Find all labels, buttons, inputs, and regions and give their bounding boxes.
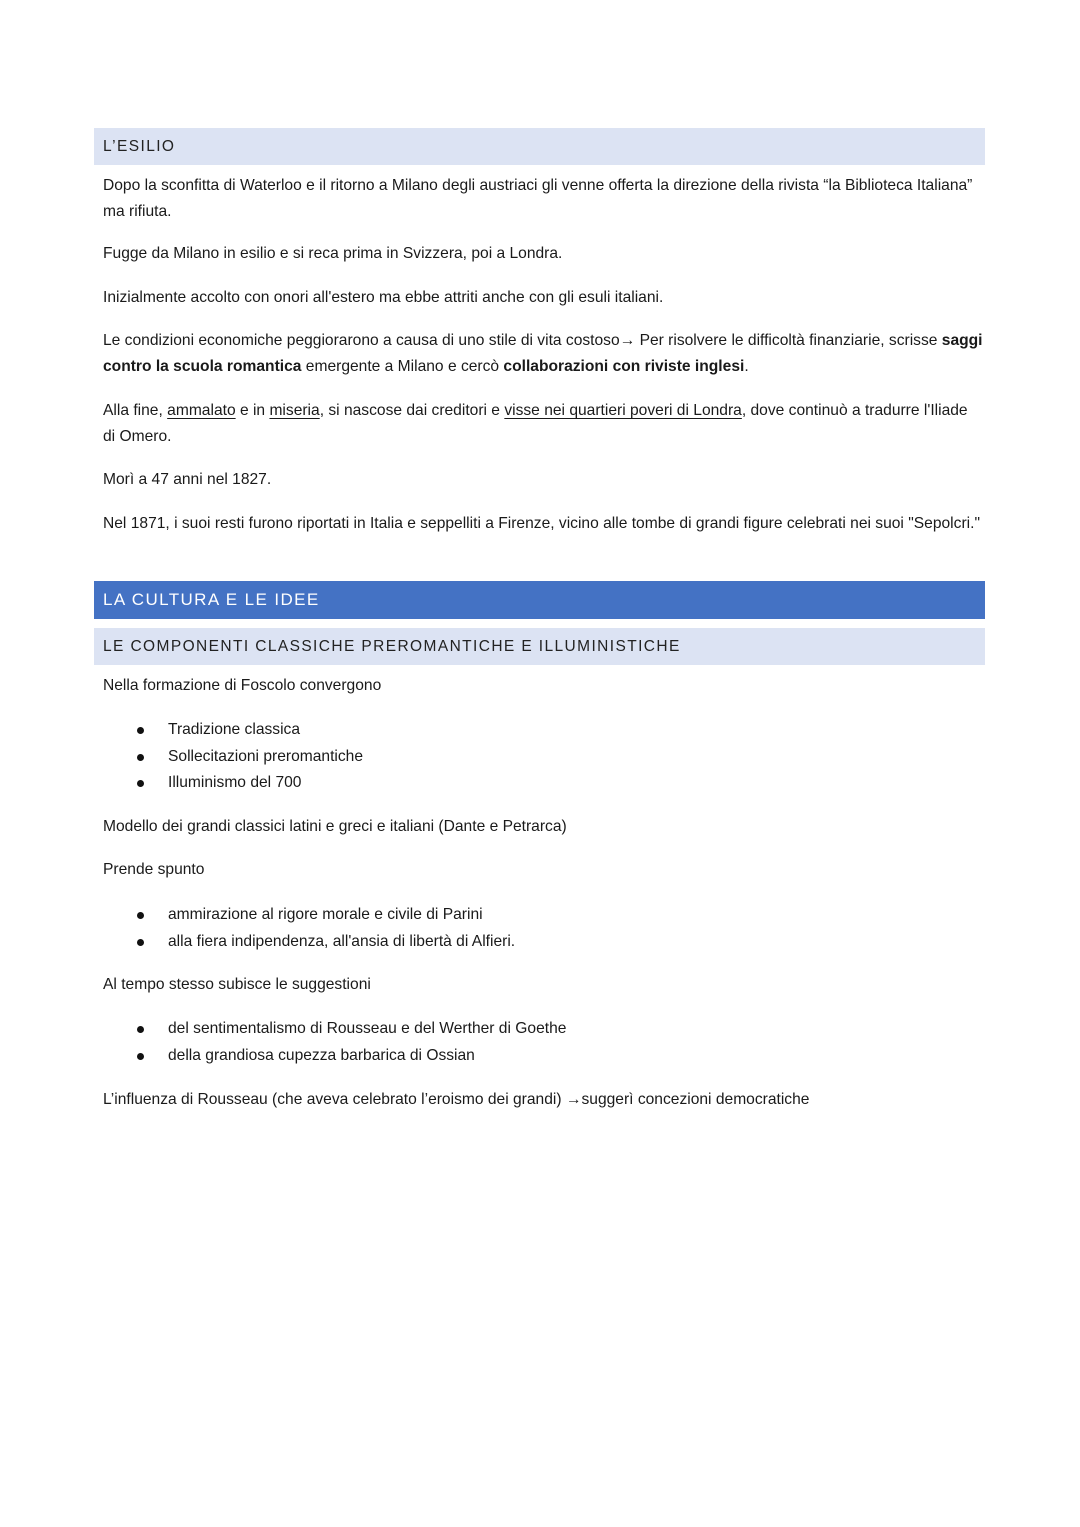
- paragraph-1871: Nel 1871, i suoi resti furono riportati in Italia e seppelliti a Firenze, vicino alle tombe di grandi figure celebrati nei suoi "Sepolcri.": [103, 515, 980, 532]
- paragraph-suggestioni: Al tempo stesso subisce le suggestioni: [103, 976, 371, 993]
- list-item: Tradizione classica: [103, 717, 363, 744]
- list-suggestioni: [103, 1016, 566, 1069]
- list-spunto: [103, 902, 515, 955]
- paragraph-condizioni: [103, 328, 983, 379]
- section-heading-componenti: LE COMPONENTI CLASSICHE PREROMANTICHE E ILLUMINISTICHE: [94, 628, 985, 665]
- underlined-londra: visse nei quartieri poveri di Londra: [504, 402, 742, 419]
- list-components: [103, 717, 363, 797]
- paragraph-modello: Modello dei grandi classici latini e greci e italiani (Dante e Petrarca): [103, 818, 567, 835]
- text-segment: , si nascose dai creditori e: [319, 402, 505, 419]
- text-segment: .: [744, 357, 749, 375]
- text-segment: Le condizioni economiche peggiorarono a causa di uno stile di vita costoso: [103, 332, 620, 349]
- list-item: Sollecitazioni preromantiche: [103, 744, 363, 771]
- list-item: del sentimentalismo di Rousseau e del Werther di Goethe: [103, 1016, 566, 1043]
- paragraph-fugge: Fugge da Milano in esilio e si reca prima in Svizzera, poi a Londra.: [103, 245, 563, 262]
- section-heading-cultura: LA CULTURA E LE IDEE: [94, 581, 985, 619]
- text-segment: Alla fine,: [103, 402, 168, 419]
- paragraph-influenza: [103, 1087, 983, 1113]
- paragraph-waterloo: Dopo la sconfitta di Waterloo e il ritorno a Milano degli austriaci gli venne offerta la direzione della rivista “la Biblioteca Italiana” ma rifiuta.: [103, 177, 973, 220]
- section-heading-esilio: L’ESILIO: [94, 128, 985, 165]
- list-item: alla fiera indipendenza, all'ansia di libertà di Alfieri.: [103, 929, 515, 956]
- text-segment: , dove continuò a tradurre l'Iliade di Omero.: [103, 402, 968, 445]
- list-item: Illuminismo del 700: [103, 770, 363, 797]
- bold-collaborazioni: collaborazioni con riviste inglesi: [503, 357, 745, 375]
- paragraph-spunto: Prende spunto: [103, 861, 205, 878]
- arrow-icon: →: [565, 1091, 582, 1108]
- text-segment: L’influenza di Rousseau (che aveva celebrato l’eroismo dei grandi): [103, 1091, 566, 1108]
- text-segment: suggerì concezioni democratiche: [581, 1091, 810, 1108]
- text-segment: Per risolvere le difficoltà finanziarie, scrisse: [635, 332, 942, 349]
- paragraph-formazione: Nella formazione di Foscolo convergono: [103, 677, 382, 694]
- paragraph-accolto: Inizialmente accolto con onori all'estero ma ebbe attriti anche con gli esuli italiani.: [103, 289, 664, 306]
- bold-saggi: saggi contro la scuola romantica: [103, 332, 983, 375]
- paragraph-alla-fine: [103, 398, 983, 449]
- arrow-icon: →: [619, 332, 636, 349]
- underlined-miseria: miseria: [269, 402, 320, 419]
- underlined-ammalato: ammalato: [167, 402, 236, 419]
- list-item: della grandiosa cupezza barbarica di Ossian: [103, 1043, 566, 1070]
- text-segment: emergente a Milano e cercò: [301, 357, 504, 375]
- text-segment: e in: [235, 402, 270, 419]
- list-item: ammirazione al rigore morale e civile di Parini: [103, 902, 515, 929]
- paragraph-mori: Morì a 47 anni nel 1827.: [103, 471, 272, 488]
